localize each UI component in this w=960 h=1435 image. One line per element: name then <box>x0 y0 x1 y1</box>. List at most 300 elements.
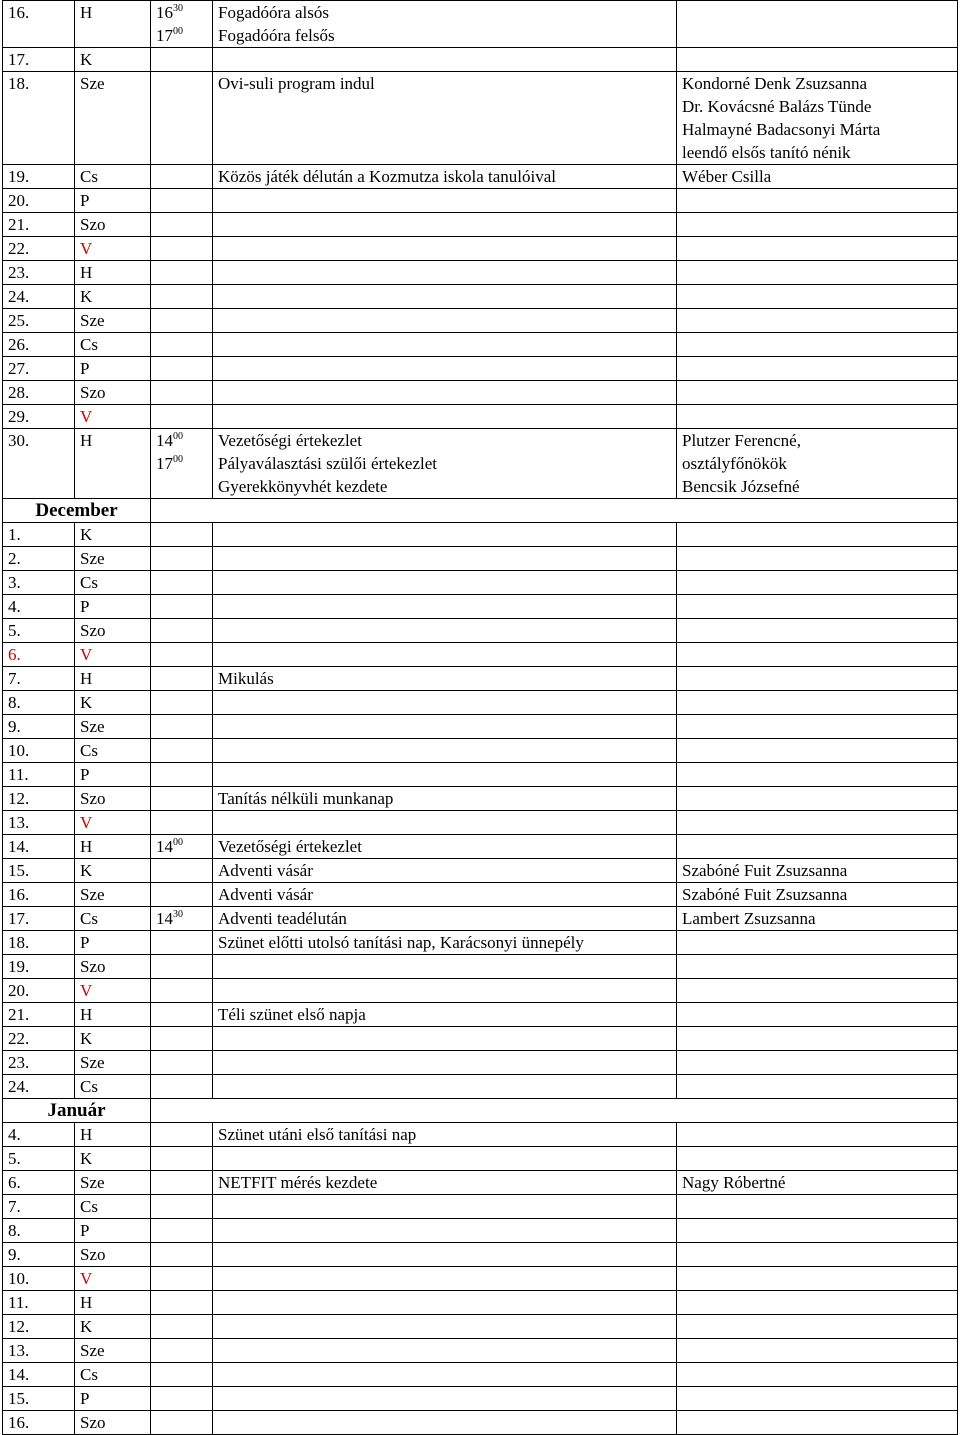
schedule-row <box>3 763 958 787</box>
schedule-row <box>3 309 958 333</box>
weekday: K <box>75 48 151 72</box>
responsible-person <box>677 1411 958 1435</box>
schedule-row <box>3 261 958 285</box>
weekday: Szo <box>75 955 151 979</box>
weekday: P <box>75 1387 151 1411</box>
event-time <box>151 1243 213 1267</box>
event-description <box>213 1387 677 1411</box>
responsible-person <box>677 1003 958 1027</box>
day-number: 11. <box>3 1291 75 1315</box>
event-description <box>213 333 677 357</box>
event-description <box>213 189 677 213</box>
event-description <box>213 48 677 72</box>
schedule-row <box>3 955 958 979</box>
event-time <box>151 309 213 333</box>
time-value <box>156 452 212 475</box>
responsible-person <box>677 835 958 859</box>
day-number: 14. <box>3 835 75 859</box>
weekday: Sze <box>75 1171 151 1195</box>
responsible-person <box>677 1051 958 1075</box>
responsible-line: Szabóné Fuit Zsuzsanna <box>682 885 848 904</box>
event-time <box>151 523 213 547</box>
weekday: K <box>75 1027 151 1051</box>
weekday: Cs <box>75 571 151 595</box>
weekday: K <box>75 1315 151 1339</box>
event-line: Adventi teadélután <box>218 909 347 928</box>
event-time <box>151 1051 213 1075</box>
event-time <box>151 547 213 571</box>
weekday: Sze <box>75 1339 151 1363</box>
responsible-line: Dr. Kovácsné Balázs Tünde <box>682 97 872 116</box>
day-number: 24. <box>3 1075 75 1099</box>
day-number: 24. <box>3 285 75 309</box>
day-number: 10. <box>3 1267 75 1291</box>
day-number: 26. <box>3 333 75 357</box>
event-time <box>151 285 213 309</box>
event-description <box>213 381 677 405</box>
event-description <box>213 571 677 595</box>
event-time <box>151 1 213 48</box>
schedule-row <box>3 643 958 667</box>
event-line: Téli szünet első napja <box>218 1005 366 1024</box>
responsible-line: Halmayné Badacsonyi Márta <box>682 120 881 139</box>
day-number: 2. <box>3 547 75 571</box>
event-description <box>213 237 677 261</box>
weekday: H <box>75 1003 151 1027</box>
responsible-person <box>677 1171 958 1195</box>
responsible-person <box>677 763 958 787</box>
responsible-person <box>677 1147 958 1171</box>
responsible-person <box>677 1363 958 1387</box>
weekday: Szo <box>75 787 151 811</box>
responsible-person <box>677 429 958 499</box>
event-time <box>151 357 213 381</box>
weekday: V <box>75 979 151 1003</box>
weekday: Szo <box>75 1243 151 1267</box>
responsible-line: Wéber Csilla <box>682 167 772 186</box>
weekday: V <box>75 1267 151 1291</box>
time-hour: 17 <box>156 454 173 473</box>
day-number: 19. <box>3 165 75 189</box>
weekday: K <box>75 523 151 547</box>
event-time <box>151 1003 213 1027</box>
schedule-row <box>3 1243 958 1267</box>
event-time <box>151 739 213 763</box>
day-number: 13. <box>3 1339 75 1363</box>
event-description <box>213 1363 677 1387</box>
responsible-person <box>677 619 958 643</box>
schedule-row <box>3 1219 958 1243</box>
month-title: Január <box>3 1099 151 1123</box>
day-number: 20. <box>3 979 75 1003</box>
responsible-person <box>677 1 958 48</box>
event-time <box>151 643 213 667</box>
day-number: 10. <box>3 739 75 763</box>
schedule-row <box>3 405 958 429</box>
event-time <box>151 1147 213 1171</box>
event-description <box>213 1315 677 1339</box>
responsible-person <box>677 285 958 309</box>
event-description <box>213 619 677 643</box>
day-number: 22. <box>3 237 75 261</box>
event-description <box>213 1411 677 1435</box>
event-description <box>213 1051 677 1075</box>
event-description <box>213 261 677 285</box>
day-number: 4. <box>3 1123 75 1147</box>
event-description <box>213 715 677 739</box>
day-number: 4. <box>3 595 75 619</box>
event-time <box>151 429 213 499</box>
responsible-person <box>677 547 958 571</box>
day-number: 30. <box>3 429 75 499</box>
responsible-line: Lambert Zsuzsanna <box>682 909 816 928</box>
day-number: 18. <box>3 931 75 955</box>
event-description <box>213 643 677 667</box>
event-time <box>151 165 213 189</box>
schedule-row <box>3 715 958 739</box>
event-line: Tanítás nélküli munkanap <box>218 789 394 808</box>
schedule-row <box>3 835 958 859</box>
time-value <box>156 429 212 452</box>
schedule-row <box>3 883 958 907</box>
responsible-line: osztályfőnökök <box>682 454 787 473</box>
weekday: Sze <box>75 883 151 907</box>
event-description <box>213 691 677 715</box>
responsible-line: Szabóné Fuit Zsuzsanna <box>682 861 848 880</box>
day-number: 16. <box>3 883 75 907</box>
schedule-row <box>3 189 958 213</box>
day-number: 18. <box>3 72 75 165</box>
weekday: P <box>75 357 151 381</box>
event-time <box>151 381 213 405</box>
schedule-row <box>3 667 958 691</box>
time-minute: 30 <box>173 3 183 14</box>
day-number: 29. <box>3 405 75 429</box>
weekday: Szo <box>75 1411 151 1435</box>
responsible-person <box>677 1123 958 1147</box>
event-line: Szünet előtti utolsó tanítási nap, Karácsonyi ünnepély <box>218 933 584 952</box>
schedule-row <box>3 1027 958 1051</box>
event-description <box>213 1243 677 1267</box>
event-description <box>213 1147 677 1171</box>
responsible-person <box>677 571 958 595</box>
month-header-row <box>3 1099 958 1123</box>
event-time <box>151 48 213 72</box>
schedule-row <box>3 333 958 357</box>
event-line: Vezetőségi értekezlet <box>218 837 362 856</box>
event-description <box>213 1123 677 1147</box>
weekday: Szo <box>75 213 151 237</box>
schedule-row <box>3 523 958 547</box>
event-time <box>151 931 213 955</box>
day-number: 16. <box>3 1 75 48</box>
event-time <box>151 333 213 357</box>
responsible-person <box>677 1387 958 1411</box>
schedule-row <box>3 739 958 763</box>
responsible-person <box>677 309 958 333</box>
event-time <box>151 667 213 691</box>
weekday: Cs <box>75 165 151 189</box>
schedule-row <box>3 48 958 72</box>
month-header-row <box>3 499 958 523</box>
responsible-person <box>677 931 958 955</box>
day-number: 14. <box>3 1363 75 1387</box>
event-time <box>151 763 213 787</box>
weekday: K <box>75 285 151 309</box>
event-description <box>213 1267 677 1291</box>
schedule-row <box>3 1171 958 1195</box>
event-time <box>151 1123 213 1147</box>
day-number: 7. <box>3 1195 75 1219</box>
day-number: 13. <box>3 811 75 835</box>
schedule-row <box>3 931 958 955</box>
event-description <box>213 213 677 237</box>
event-line: Közös játék délután a Kozmutza iskola tanulóival <box>218 167 557 186</box>
event-time <box>151 1291 213 1315</box>
event-description <box>213 907 677 931</box>
time-value <box>156 1 212 24</box>
weekday: V <box>75 237 151 261</box>
weekday: H <box>75 835 151 859</box>
responsible-person <box>677 1075 958 1099</box>
responsible-person <box>677 787 958 811</box>
day-number: 9. <box>3 1243 75 1267</box>
schedule-row <box>3 381 958 405</box>
day-number: 6. <box>3 643 75 667</box>
event-time <box>151 1027 213 1051</box>
schedule-row <box>3 979 958 1003</box>
schedule-row <box>3 1315 958 1339</box>
weekday: K <box>75 691 151 715</box>
day-number: 12. <box>3 1315 75 1339</box>
time-hour: 17 <box>156 26 173 45</box>
event-time <box>151 1267 213 1291</box>
responsible-person <box>677 1291 958 1315</box>
responsible-person <box>677 739 958 763</box>
time-minute: 00 <box>173 454 183 465</box>
month-spacer <box>151 499 958 523</box>
event-line: Pályaválasztási szülői értekezlet <box>218 454 438 473</box>
day-number: 17. <box>3 48 75 72</box>
event-description <box>213 667 677 691</box>
day-number: 23. <box>3 1051 75 1075</box>
event-line: Vezetőségi értekezlet <box>218 431 362 450</box>
schedule-row <box>3 1075 958 1099</box>
event-description <box>213 859 677 883</box>
weekday: P <box>75 1219 151 1243</box>
time-hour: 16 <box>156 3 173 22</box>
weekday: P <box>75 189 151 213</box>
weekday: Sze <box>75 547 151 571</box>
event-description <box>213 72 677 165</box>
responsible-person <box>677 1339 958 1363</box>
day-number: 19. <box>3 955 75 979</box>
event-description <box>213 165 677 189</box>
time-minute: 00 <box>173 431 183 442</box>
responsible-person <box>677 237 958 261</box>
time-minute: 00 <box>173 26 183 37</box>
event-line: Gyerekkönyvhét kezdete <box>218 477 388 496</box>
event-description <box>213 787 677 811</box>
event-time <box>151 1171 213 1195</box>
event-description <box>213 955 677 979</box>
schedule-row <box>3 429 958 499</box>
schedule-row <box>3 1363 958 1387</box>
schedule-row <box>3 72 958 165</box>
weekday: H <box>75 667 151 691</box>
event-time <box>151 859 213 883</box>
responsible-person <box>677 165 958 189</box>
weekday: Sze <box>75 309 151 333</box>
weekday: V <box>75 811 151 835</box>
responsible-person <box>677 357 958 381</box>
event-description <box>213 1003 677 1027</box>
weekday: P <box>75 763 151 787</box>
weekday: K <box>75 859 151 883</box>
schedule-row <box>3 1339 958 1363</box>
time-minute: 00 <box>173 837 183 848</box>
weekday: V <box>75 405 151 429</box>
event-line: Fogadóóra alsós <box>218 3 329 22</box>
day-number: 21. <box>3 1003 75 1027</box>
responsible-person <box>677 48 958 72</box>
event-time <box>151 261 213 285</box>
responsible-person <box>677 1219 958 1243</box>
weekday: H <box>75 1123 151 1147</box>
responsible-person <box>677 859 958 883</box>
event-description <box>213 1339 677 1363</box>
event-time <box>151 1363 213 1387</box>
weekday: Sze <box>75 1051 151 1075</box>
event-time <box>151 715 213 739</box>
month-title: December <box>3 499 151 523</box>
event-description <box>213 979 677 1003</box>
day-number: 25. <box>3 309 75 333</box>
weekday: K <box>75 1147 151 1171</box>
weekday: Cs <box>75 739 151 763</box>
day-number: 27. <box>3 357 75 381</box>
time-minute: 30 <box>173 909 183 920</box>
responsible-person <box>677 1243 958 1267</box>
schedule-row <box>3 619 958 643</box>
time-value <box>156 24 212 47</box>
event-line: Szünet utáni első tanítási nap <box>218 1125 417 1144</box>
schedule-row <box>3 1267 958 1291</box>
schedule-row <box>3 285 958 309</box>
event-description <box>213 931 677 955</box>
schedule-row <box>3 571 958 595</box>
event-description <box>213 739 677 763</box>
event-time <box>151 72 213 165</box>
event-time <box>151 595 213 619</box>
responsible-person <box>677 213 958 237</box>
event-description <box>213 1027 677 1051</box>
day-number: 5. <box>3 1147 75 1171</box>
weekday: Cs <box>75 1195 151 1219</box>
event-line: Adventi vásár <box>218 885 313 904</box>
responsible-line: Plutzer Ferencné, <box>682 431 801 450</box>
responsible-person <box>677 667 958 691</box>
day-number: 6. <box>3 1171 75 1195</box>
event-description <box>213 763 677 787</box>
event-time <box>151 1411 213 1435</box>
event-description <box>213 835 677 859</box>
event-time <box>151 1315 213 1339</box>
time-value <box>156 907 212 930</box>
schedule-row <box>3 1195 958 1219</box>
event-time <box>151 213 213 237</box>
event-time <box>151 1339 213 1363</box>
schedule-row <box>3 595 958 619</box>
responsible-person <box>677 333 958 357</box>
weekday: Cs <box>75 1363 151 1387</box>
event-line: NETFIT mérés kezdete <box>218 1173 378 1192</box>
day-number: 7. <box>3 667 75 691</box>
responsible-person <box>677 381 958 405</box>
day-number: 5. <box>3 619 75 643</box>
event-description <box>213 523 677 547</box>
day-number: 16. <box>3 1411 75 1435</box>
event-description <box>213 1291 677 1315</box>
event-description <box>213 1 677 48</box>
day-number: 3. <box>3 571 75 595</box>
event-time <box>151 189 213 213</box>
day-number: 8. <box>3 691 75 715</box>
event-description <box>213 357 677 381</box>
event-description <box>213 883 677 907</box>
event-time <box>151 237 213 261</box>
event-time <box>151 691 213 715</box>
responsible-line: Bencsik Józsefné <box>682 477 800 496</box>
schedule-row <box>3 1123 958 1147</box>
responsible-line: Kondorné Denk Zsuzsanna <box>682 74 868 93</box>
weekday: Cs <box>75 907 151 931</box>
event-time <box>151 979 213 1003</box>
event-time <box>151 811 213 835</box>
responsible-person <box>677 1195 958 1219</box>
schedule-row <box>3 1003 958 1027</box>
weekday: Cs <box>75 333 151 357</box>
responsible-person <box>677 955 958 979</box>
responsible-person <box>677 405 958 429</box>
weekday: P <box>75 931 151 955</box>
responsible-person <box>677 72 958 165</box>
event-time <box>151 405 213 429</box>
weekday: H <box>75 1 151 48</box>
event-time <box>151 1219 213 1243</box>
day-number: 17. <box>3 907 75 931</box>
responsible-person <box>677 1267 958 1291</box>
schedule-row <box>3 357 958 381</box>
responsible-person <box>677 883 958 907</box>
event-line: Fogadóóra felsős <box>218 26 335 45</box>
responsible-person <box>677 907 958 931</box>
day-number: 28. <box>3 381 75 405</box>
weekday: Cs <box>75 1075 151 1099</box>
day-number: 21. <box>3 213 75 237</box>
responsible-person <box>677 261 958 285</box>
schedule-row <box>3 1291 958 1315</box>
weekday: Sze <box>75 72 151 165</box>
schedule-table <box>2 0 958 1435</box>
schedule-row <box>3 237 958 261</box>
schedule-row <box>3 811 958 835</box>
weekday: H <box>75 429 151 499</box>
event-description <box>213 405 677 429</box>
responsible-person <box>677 979 958 1003</box>
event-line: Ovi-suli program indul <box>218 74 375 93</box>
schedule-row <box>3 547 958 571</box>
